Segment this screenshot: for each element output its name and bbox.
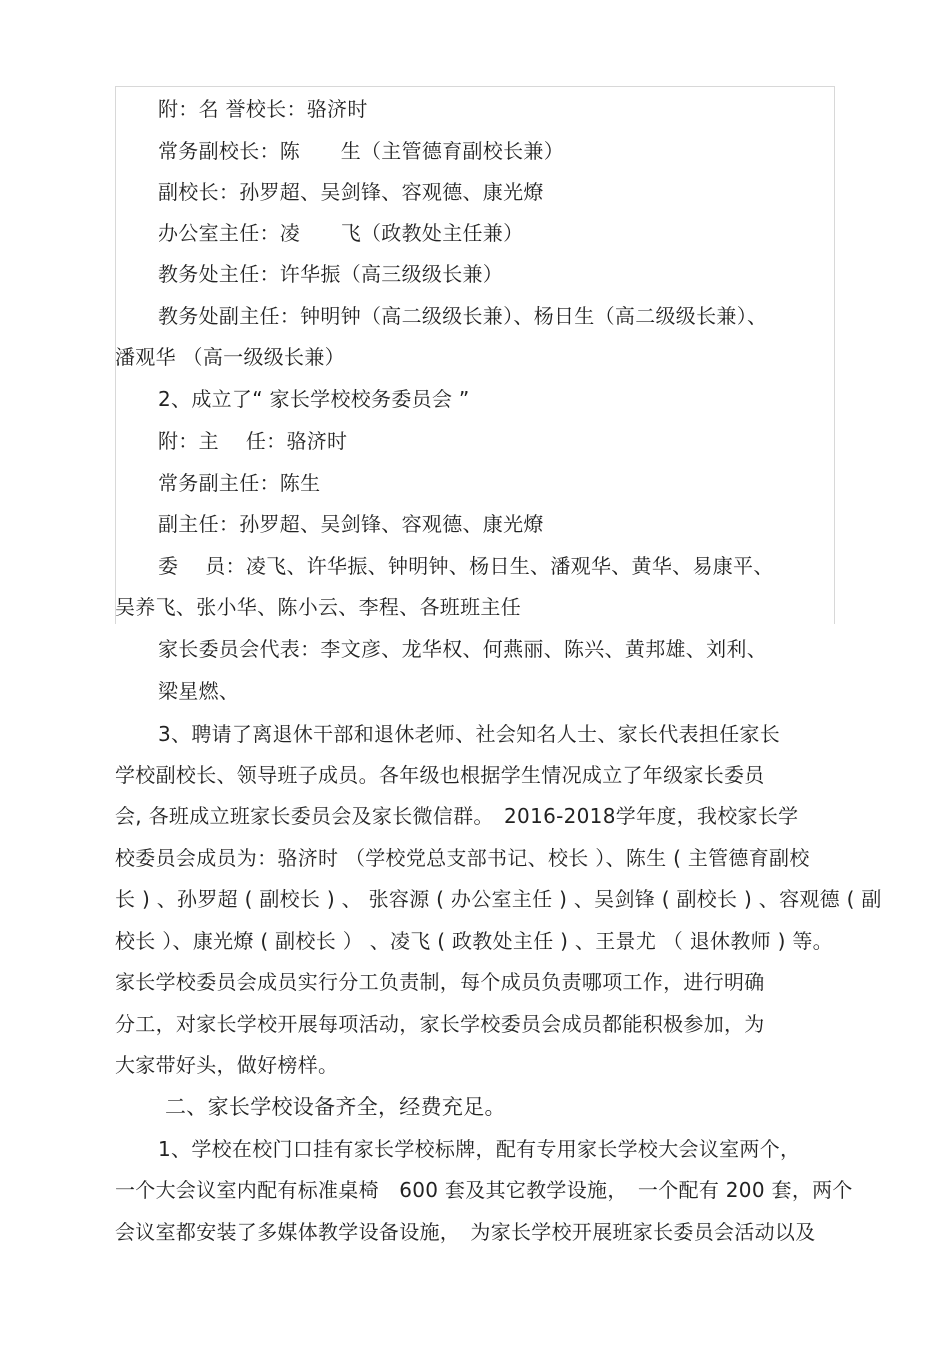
text-line: 常务副校长：陈 生（主管德育副校长兼） [158, 139, 564, 163]
text-line: 会议室都安装了多媒体教学设备设施， 为家长学校开展班家长委员会活动以及 [115, 1220, 816, 1244]
text-line: 教务处副主任：钟明钟（高二级级长兼）、杨日生（高二级级长兼）、 [158, 304, 768, 328]
text-line: 长 ) 、孙罗超 ( 副校长 ) 、 张容源 ( 办公室主任 ) 、吴剑锋 ( 副校长 ) 、容观德 ( 副 [115, 887, 882, 911]
text-line: 会, 各班成立班家长委员会及家长微信群。 2016-2018学年度，我校家长学 [115, 804, 799, 828]
section-heading: 二、家长学校设备齐全，经费充足。 [165, 1095, 506, 1119]
text-line: 1、学校在校门口挂有家长学校标牌，配有专用家长学校大会议室两个， [158, 1137, 801, 1161]
text-line: 副校长：孙罗超、吴剑锋、容观德、康光燎 [158, 180, 544, 204]
text-line: 附：名 誉校长：骆济时 [158, 97, 368, 121]
text-line: 大家带好头，做好榜样。 [115, 1053, 339, 1077]
text-line: 常务副主任：陈生 [158, 471, 321, 495]
text-line: 家长委员会代表：李文彦、龙华权、何燕丽、陈兴、黄邦雄、刘利、 [158, 637, 767, 661]
text-line: 家长学校委员会成员实行分工负责制，每个成员负责哪项工作，进行明确 [115, 970, 765, 994]
text-line: 2、成立了“ 家长学校校务委员会 ” [158, 387, 470, 411]
text-line: 潘观华 （高一级级长兼） [115, 345, 345, 369]
text-line: 附：主 任：骆济时 [158, 429, 348, 453]
text-line: 分工，对家长学校开展每项活动，家长学校委员会成员都能积极参加，为 [115, 1012, 765, 1036]
text-line: 校长 ）、康光燎 ( 副校长 ） 、凌飞 ( 政教处主任 ) 、王景尤 （ 退休教师 ) 等。 [115, 929, 833, 953]
text-line: 教务处主任：许华振（高三级级长兼） [158, 262, 504, 286]
text-line: 3、聘请了离退休干部和退休老师、社会知名人士、家长代表担任家长 [158, 722, 781, 746]
text-line: 学校副校长、领导班子成员。各年级也根据学生情况成立了年级家长委员 [115, 763, 765, 787]
text-line: 梁星燃、 [158, 679, 240, 703]
text-line: 校委员会成员为：骆济时 （学校党总支部书记、校长 ）、陈生 ( 主管德育副校 [115, 846, 810, 870]
text-line: 委 员：凌飞、许华振、钟明钟、杨日生、潘观华、黄华、易康平、 [158, 554, 774, 578]
text-line: 办公室主任：凌 飞（政教处主任兼） [158, 221, 524, 245]
text-line: 一个大会议室内配有标准桌椅 600 套及其它教学设施， 一个配有 200 套，两个 [115, 1178, 853, 1202]
text-line: 吴养飞、张小华、陈小云、李程、各班班主任 [115, 595, 521, 619]
text-line: 副主任：孙罗超、吴剑锋、容观德、康光燎 [158, 512, 544, 536]
